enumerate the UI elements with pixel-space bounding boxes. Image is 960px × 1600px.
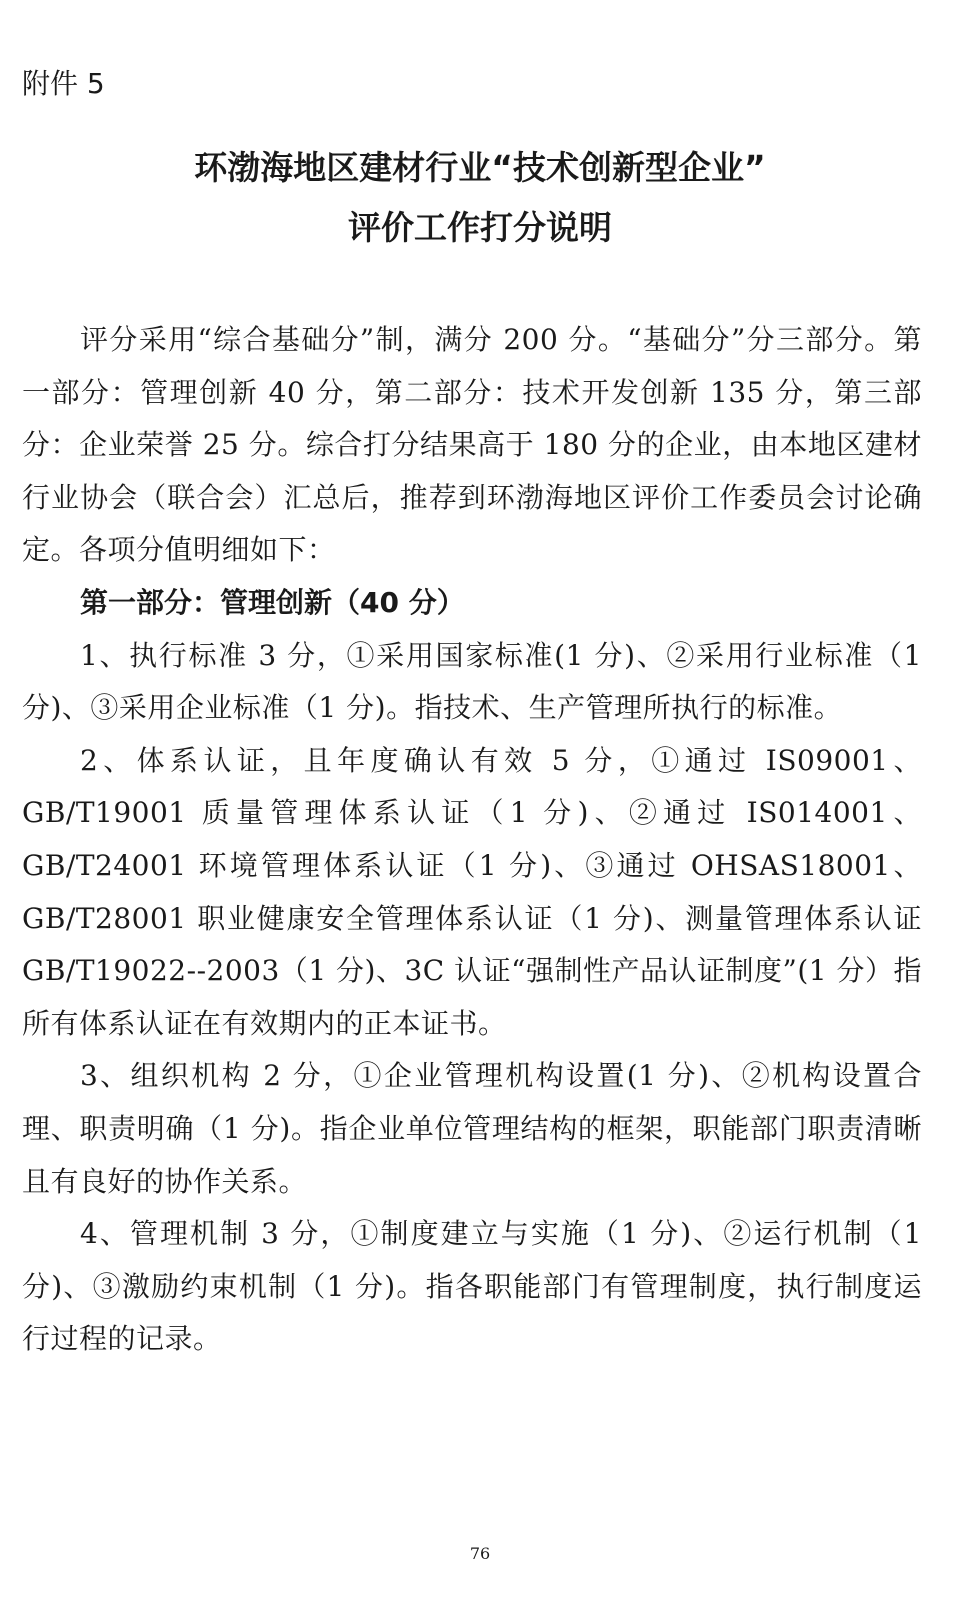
intro-paragraph: 评分采用“综合基础分”制，满分 200 分。“基础分”分三部分。第一部分：管理创新 40 分，第二部分：技术开发创新 135 分，第三部分：企业荣誉 25 分。综合打分结果高于 180 分的企业，由本地区建材行业协会（联合会）汇总后，推荐到环渤海地区评价工作委员会讨论确定。各项分值明细如下： <box>22 323 922 567</box>
item-2-paragraph: 2、体系认证，且年度确认有效 5 分，①通过 IS09001、GB/T19001 质量管理体系认证（1 分)、②通过 IS014001、GB/T24001 环境管理体系认证（1 分)、③通过 OHSAS18001、GB/T28001 职业健康安全管理体系认证（1 分)、测量管理体系认证 GB/T19022--2003（1 分)、3C 认证“强制性产品认证制度”(1 分）指所有体系认证在有效期内的正本证书。 <box>22 743 922 1040</box>
item-1-paragraph: 1、执行标准 3 分，①采用国家标准(1 分)、②采用行业标准（1 分)、③采用企业标准（1 分)。指技术、生产管理所执行的标准。 <box>22 638 922 725</box>
page-number: 76 <box>469 1544 491 1563</box>
section-1-heading: 第一部分：管理创新（40 分） <box>80 585 465 619</box>
item-4-paragraph: 4、管理机制 3 分，①制度建立与实施（1 分)、②运行机制（1 分)、③激励约束机制（1 分)。指各职能部门有管理制度，执行制度运行过程的记录。 <box>22 1217 922 1356</box>
document-title-line-2: 评价工作打分说明 <box>348 208 612 247</box>
document-body <box>22 314 922 1366</box>
document-title-line-1: 环渤海地区建材行业“技术创新型企业” <box>194 148 766 187</box>
attachment-label: 附件 5 <box>22 67 105 100</box>
item-3-paragraph: 3、组织机构 2 分，①企业管理机构设置(1 分)、②机构设置合理、职责明确（1 分)。指企业单位管理结构的框架，职能部门职责清晰且有良好的协作关系。 <box>22 1059 922 1198</box>
